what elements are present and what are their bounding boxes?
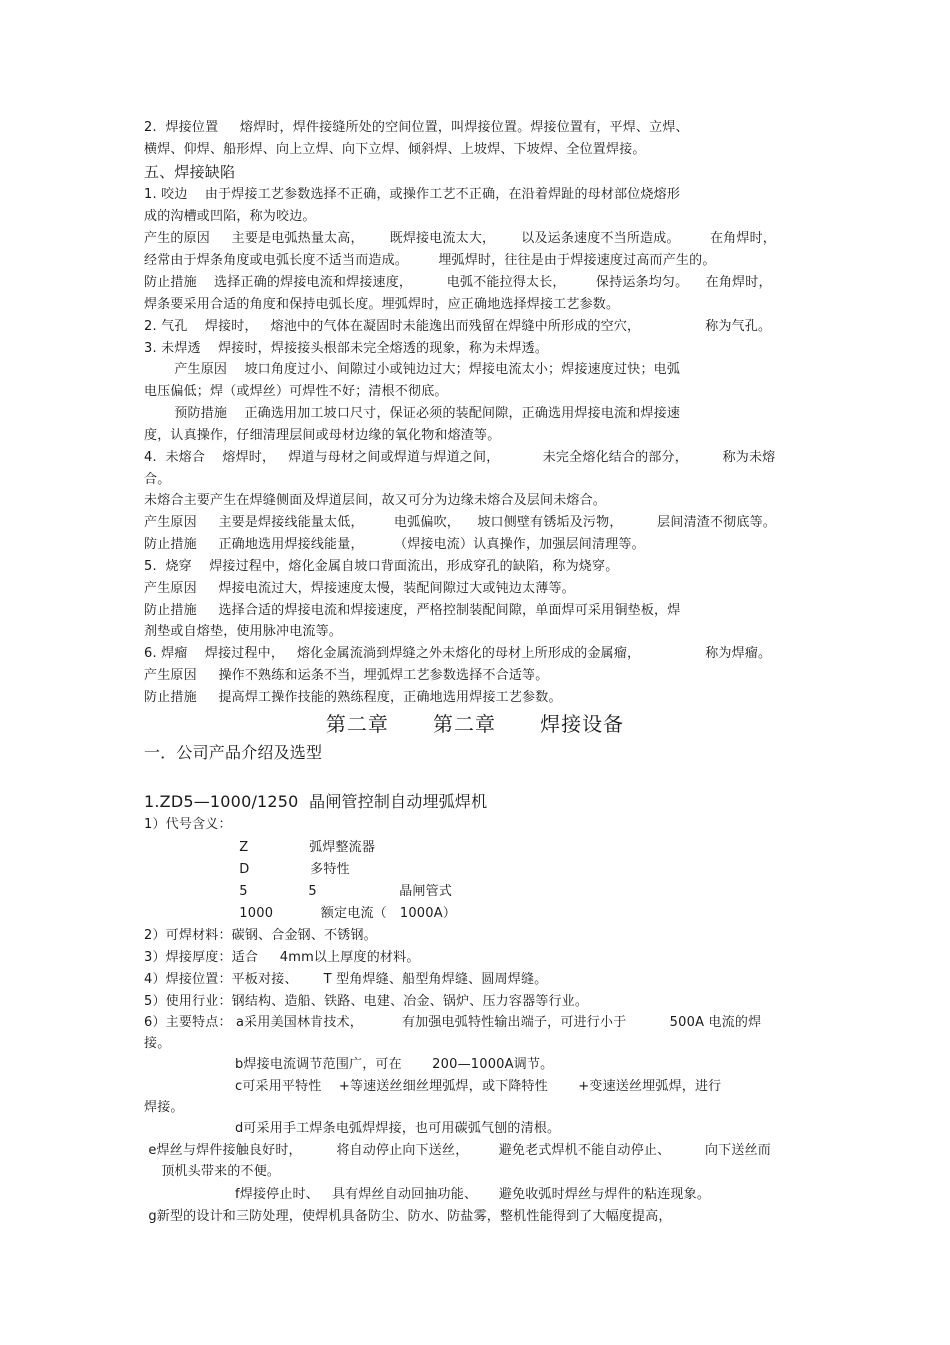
text-line: 2. 气孔 焊接时， 熔池中的气体在凝固时未能逸出而残留在焊缝中所形成的空穴， 称为气孔。 xyxy=(144,319,772,334)
text-line: 顶机头带来的不便。 xyxy=(144,1164,281,1179)
text-line: 5 5 晶闸管式 xyxy=(144,884,453,899)
text-line: g新型的设计和三防处理，使焊机具备防尘、防水、防盐雾，整机性能得到了大幅度提高， xyxy=(144,1209,672,1224)
text-line: 1）代号含义： xyxy=(144,817,232,832)
text-line: 剂垫或自熔垫，使用脉冲电流等。 xyxy=(144,624,343,639)
text-line: 防止措施 正确地选用焊接线能量， （焊接电流）认真操作，加强层间清理等。 xyxy=(144,537,645,552)
text-line: 6）主要特点： a采用美国林肯技术， 有加强电弧特性输出端子，可进行小于 500A 电流的焊 xyxy=(144,1015,762,1030)
text-line: d可采用手工焊条电弧焊焊接，也可用碳弧气刨的清根。 xyxy=(144,1121,561,1136)
section-heading: 五、焊接缺陷 xyxy=(144,163,236,181)
text-line: 3）焊接厚度：适合 4mm以上厚度的材料。 xyxy=(144,950,420,965)
text-line: D 多特性 xyxy=(144,862,350,877)
text-line: 5）使用行业：钢结构、造船、铁路、电建、冶金、锅炉、压力容器等行业。 xyxy=(144,994,589,1009)
text-line: 产生的原因 主要是电弧热量太高， 既焊接电流太大， 以及运条速度不当所造成。 在角焊时， xyxy=(144,231,776,246)
text-line: Z 弧焊整流器 xyxy=(144,840,376,855)
text-line: 电压偏低；焊（或焊丝）可焊性不好；清根不彻底。 xyxy=(144,384,448,399)
text-line: 6. 焊瘤 焊接过程中， 熔化金属流淌到焊缝之外未熔化的母材上所形成的金属瘤， 称为焊瘤。 xyxy=(144,646,772,661)
text-line: 产生原因 操作不熟练和运条不当，埋弧焊工艺参数选择不合适等。 xyxy=(144,668,549,683)
text-line: 2）可焊材料：碳钢、合金钢、不锈钢。 xyxy=(144,928,377,943)
text-line: 1. 咬边 由于焊接工艺参数选择不正确，或操作工艺不正确，在沿着焊趾的母材部位烧熔形 xyxy=(144,187,681,202)
text-line: b焊接电流调节范围广，可在 200—1000A调节。 xyxy=(144,1057,554,1072)
text-line: 3. 未焊透 焊接时，焊接接头根部未完全熔透的现象，称为未焊透。 xyxy=(144,341,549,356)
text-line: 焊条要采用合适的角度和保持电弧长度。埋弧焊时，应正确地选择焊接工艺参数。 xyxy=(144,297,620,312)
text-line: 产生原因 坡口角度过小、间隙过小或钝边过大；焊接电流太小；焊接速度过快；电弧 xyxy=(144,362,681,377)
text-line: 接。 xyxy=(144,1036,171,1051)
text-line: 横焊、仰焊、船形焊、向上立焊、向下立焊、倾斜焊、上坡焊、下坡焊、全位置焊接。 xyxy=(144,142,646,157)
text-line: 焊接。 xyxy=(144,1100,184,1115)
text-line: 成的沟槽或凹陷，称为咬边。 xyxy=(144,209,316,224)
text-line: 防止措施 提高焊工操作技能的熟练程度，正确地选用焊接工艺参数。 xyxy=(144,690,562,705)
text-line: f焊接停止时、 具有焊丝自动回抽功能、 避免收弧时焊丝与焊件的粘连现象。 xyxy=(144,1187,711,1202)
text-line: 防止措施 选择正确的焊接电流和焊接速度， 电弧不能拉得太长， 保持运条均匀。 在角焊时， xyxy=(144,275,772,290)
text-line: c可采用平特性 +等速送丝细丝埋弧焊，或下降特性 +变速送丝埋弧焊，进行 xyxy=(144,1079,722,1094)
text-line: 产生原因 焊接电流过大，焊接速度太慢，装配间隙过大或钝边太薄等。 xyxy=(144,581,575,596)
text-line: e焊丝与焊件接触良好时， 将自动停止向下送丝， 避免老式焊机不能自动停止、 向下送丝而 xyxy=(144,1143,771,1158)
text-line: 度，认真操作，仔细清理层间或母材边缘的氧化物和熔渣等。 xyxy=(144,428,501,443)
text-line: 防止措施 选择合适的焊接电流和焊接速度，严格控制装配间隙，单面焊可采用铜垫板，焊 xyxy=(144,603,681,618)
text-line: 1000 额定电流（ 1000A） xyxy=(144,906,457,921)
section-title: 一．公司产品介绍及选型 xyxy=(144,743,323,762)
text-line: 预防措施 正确选用加工坡口尺寸，保证必须的装配间隙，正确选用焊接电流和焊接速 xyxy=(144,406,681,421)
chapter-title: 第二章 第二章 焊接设备 xyxy=(325,712,625,736)
text-line: 5. 烧穿 焊接过程中，熔化金属自坡口背面流出，形成穿孔的缺陷，称为烧穿。 xyxy=(144,559,619,574)
text-line: 4）焊接位置：平板对接、 T 型角焊缝、船型角焊缝、圆周焊缝。 xyxy=(144,972,548,987)
text-line: 未熔合主要产生在焊缝侧面及焊道层间，故又可分为边缘未熔合及层间未熔合。 xyxy=(144,493,607,508)
text-line: 经常由于焊条角度或电弧长度不适当而造成。 埋弧焊时，往往是由于焊接速度过高而产生的。 xyxy=(144,253,716,268)
text-line: 合。 xyxy=(144,472,171,487)
text-line: 4. 未熔合 熔焊时， 焊道与母材之间或焊道与焊道之间， 未完全熔化结合的部分， 称为未熔 xyxy=(144,450,776,465)
text-line: 产生原因 主要是焊接线能量太低， 电弧偏吹， 坡口侧壁有锈垢及污物， 层间清渣不彻底等。 xyxy=(144,515,776,530)
product-title: 1.ZD5—1000/1250 晶闸管控制自动埋弧焊机 xyxy=(144,792,488,811)
text-line: 2. 焊接位置 熔焊时，焊件接缝所处的空间位置，叫焊接位置。焊接位置有，平焊、立焊、 xyxy=(144,120,689,135)
